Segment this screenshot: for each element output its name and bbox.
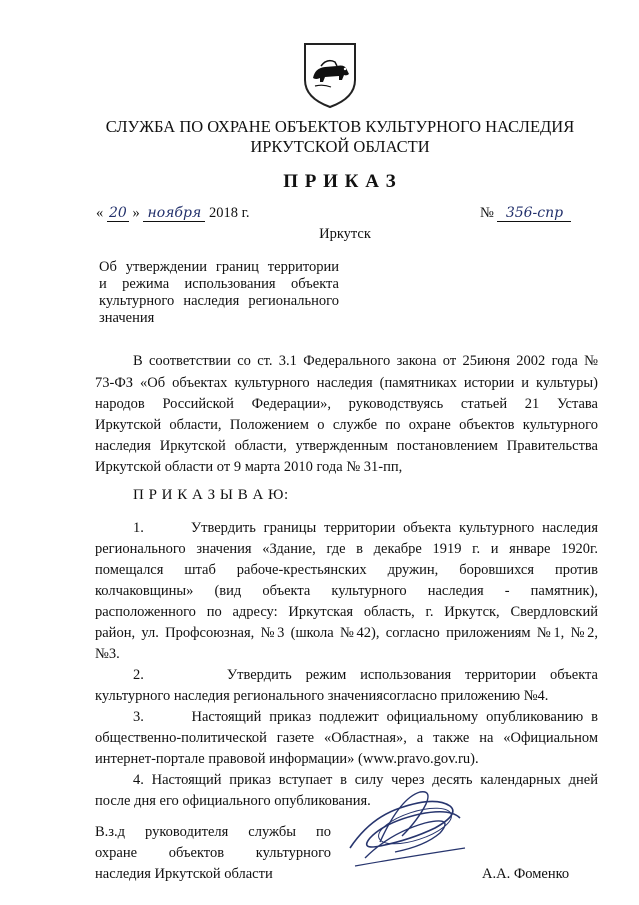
org-name-line2: ИРКУТСКОЙ ОБЛАСТИ — [250, 137, 430, 156]
item1-line1: 1. Утвердить границы территории объекта культурного наследия — [133, 520, 598, 536]
date-year: 2018 г. — [209, 205, 250, 221]
subject-line1: Об утверждении границ территории — [99, 259, 339, 275]
order-heading: П Р И К А З Ы В А Ю: — [133, 487, 289, 503]
item1-line3: помещался штаб рабоче-крестьянских дружин, боровшихся против — [95, 562, 598, 578]
preamble-line5: наследия Иркутской области, утвержденным постановлением Правительства — [95, 438, 598, 454]
date-open-quote: « — [96, 205, 104, 221]
subject-line4: значения — [99, 310, 155, 326]
signatory-name: А.А. Фоменко — [482, 866, 570, 882]
item1-line2: регионального значения «Здание, где в декабре 1919 г. и январе 1920г. — [95, 541, 598, 557]
subject-line2: и режима использования объекта — [99, 276, 339, 292]
coat-of-arms-icon — [301, 40, 359, 110]
org-name-line1: СЛУЖБА ПО ОХРАНЕ ОБЪЕКТОВ КУЛЬТУРНОГО НАСЛЕДИЯ — [105, 117, 575, 136]
handwritten-signature — [340, 778, 480, 878]
item2-line1: 2. Утвердить режим использования территории объекта — [133, 667, 598, 683]
item4-line2: после дня его официального опубликования. — [95, 793, 371, 809]
date-day: 20 — [107, 205, 129, 222]
item3-line1: 3. Настоящий приказ подлежит официальному опубликованию в — [133, 709, 598, 725]
item1-line7: №3. — [95, 646, 120, 662]
doc-title: П Р И К А З — [283, 171, 397, 192]
preamble-line4: Иркутской области, Положением о службе по охране объектов культурного — [95, 417, 598, 433]
date-close-quote: » — [132, 205, 140, 221]
item4-line1: 4. Настоящий приказ вступает в силу через десять календарных дней — [133, 772, 598, 788]
preamble-line6: Иркутской области от 9 марта 2010 года № 31-пп, — [95, 459, 403, 475]
preamble-line1: В соответствии со ст. 3.1 Федерального закона от 25июня 2002 года № — [133, 353, 598, 369]
item1-line5: расположенного по адресу: Иркутская область, г. Иркутск, Свердловский — [95, 604, 598, 620]
date-line — [96, 205, 296, 227]
preamble-line2: 73-ФЗ «Об объектах культурного наследия (памятниках истории и культуры) — [95, 375, 598, 391]
city: Иркутск — [319, 226, 371, 242]
item1-line4: колчаковщины» (вид объекта культурного наследия - памятник), — [95, 583, 598, 599]
item3-line2: общественно-политической газете «Областная», а также на «Официальном — [95, 730, 598, 746]
coat-of-arms — [301, 40, 359, 110]
subject-line3: культурного наследия регионального — [99, 293, 339, 309]
item2-line2: культурного наследия регионального значениясогласно приложению №4. — [95, 688, 549, 704]
signatory-position-line3: наследия Иркутской области — [95, 866, 273, 882]
doc-number — [480, 205, 590, 222]
item1-line6: район, ул. Профсоюзная, №3 (школа №42), согласно приложениям №1, №2, — [95, 625, 598, 641]
signatory-position-line2: охране объектов культурного — [95, 845, 331, 861]
signatory-position-line1b: В.з.д руководителя службы по — [95, 824, 331, 840]
number-label: № — [480, 205, 494, 221]
number-value: 356-спр — [497, 205, 571, 222]
date-month: ноября — [143, 205, 205, 222]
item3-line3: интернет-портале правовой информации» (www.pravo.gov.ru). — [95, 751, 479, 767]
preamble-line3: народов Российской Федерации», руководствуясь статьей 21 Устава — [95, 396, 598, 412]
signature-icon — [340, 778, 480, 878]
